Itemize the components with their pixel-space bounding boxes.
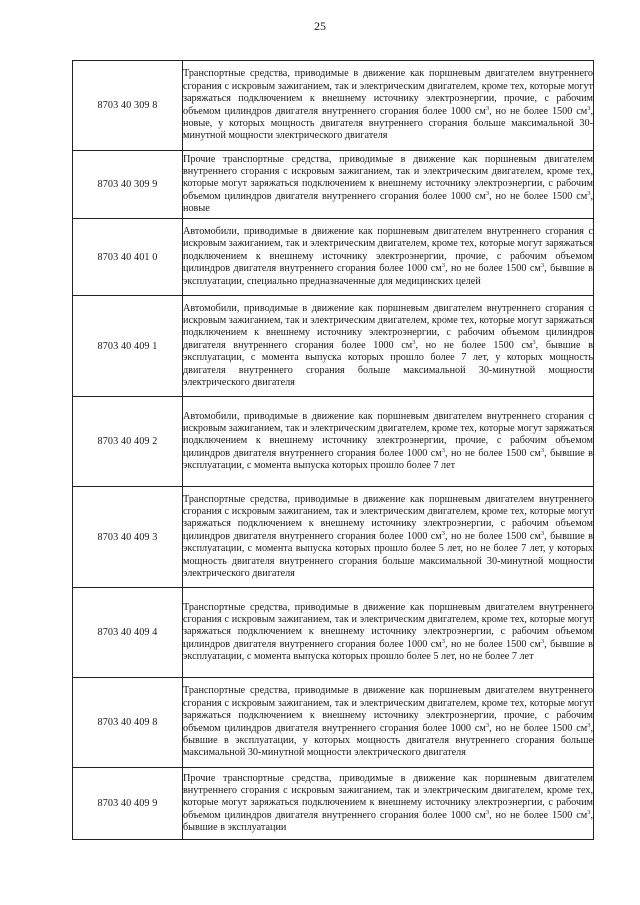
table-row [73,678,594,768]
tariff-code: 8703 40 401 0 [73,219,183,296]
table-row [73,61,594,151]
table-row [73,397,594,487]
code-description: Автомобили, приводимые в движение как поршневым двигателем внутреннего сгорания с искровым зажиганием, так и электрическим двигателем, кроме тех, которые могут заряжаться подключением к внешнему источнику электроэнергии, с рабочим объемом цилиндров двигателя внутреннего сгорания более 1000 $см^3$, но не более 1500 $см^3$, бывшие в эксплуатации, с момента выпуска которых прошло более 7 лет, у которых мощность двигателя внутреннего сгорания больше максимальной 30-минутной мощности электрического двигателя [183,296,594,397]
code-description: Прочие транспортные средства, приводимые в движение как поршневым двигателем внутреннего сгорания с искровым зажиганием, так и электрическим двигателем, кроме тех, которые могут заряжаться подключением к внешнему источнику электроэнергии, с рабочим объемом цилиндров двигателя внутреннего сгорания более 1000 $см^3$, но не более 1500 $см^3$, новые [183,151,594,219]
code-description: Транспортные средства, приводимые в движение как поршневым двигателем внутреннего сгорания с искровым зажиганием, так и электрическим двигателем, кроме тех, которые могут заряжаться подключением к внешнему источнику электроэнергии, прочие, с рабочим объемом цилиндров двигателя внутреннего сгорания более 1000 $см^3$, но не более 1500 $см^3$, бывшие в эксплуатации, у которых мощность двигателя внутреннего сгорания больше максимальной 30-минутной мощности электрического двигателя [183,678,594,768]
code-description: Прочие транспортные средства, приводимые в движение как поршневым двигателем внутреннего сгорания с искровым зажиганием, так и электрическим двигателем, кроме тех, которые могут заряжаться подключением к внешнему источнику электроэнергии, с рабочим объемом цилиндров двигателя внутреннего сгорания более 1000 $см^3$, но не более 1500 $см^3$, бывшие в эксплуатации [183,768,594,840]
tariff-code: 8703 40 409 4 [73,588,183,678]
code-description: Транспортные средства, приводимые в движение как поршневым двигателем внутреннего сгорания с искровым зажиганием, так и электрическим двигателем, кроме тех, которые могут заряжаться подключением к внешнему источнику электроэнергии, прочие, с рабочим объемом цилиндров двигателя внутреннего сгорания более 1000 $см^3$, но не более 1500 $см^3$, новые, у которых мощность двигателя внутреннего сгорания больше максимальной 30-минутной мощности электрического двигателя [183,61,594,151]
table-row [73,487,594,588]
tariff-code: 8703 40 409 8 [73,678,183,768]
tariff-code: 8703 40 409 9 [73,768,183,840]
table-row [73,219,594,296]
table-row [73,151,594,219]
tariff-code: 8703 40 309 9 [73,151,183,219]
table-row [73,296,594,397]
code-description: Транспортные средства, приводимые в движение как поршневым двигателем внутреннего сгорания с искровым зажиганием, так и электрическим двигателем, кроме тех, которые могут заряжаться подключением к внешнему источнику электроэнергии, с рабочим объемом цилиндров двигателя внутреннего сгорания более 1000 $см^3$, но не более 1500 $см^3$, бывшие в эксплуатации, с момента выпуска которых прошло более 5 лет, но не более 7 лет, у которых мощность двигателя внутреннего сгорания больше максимальной 30-минутной мощности электрического двигателя [183,487,594,588]
code-description: Транспортные средства, приводимые в движение как поршневым двигателем внутреннего сгорания с искровым зажиганием, так и электрическим двигателем, кроме тех, которые могут заряжаться подключением к внешнему источнику электроэнергии, с рабочим объемом цилиндров двигателя внутреннего сгорания более 1000 $см^3$, но не более 1500 $см^3$, бывшие в эксплуатации, с момента выпуска которых прошло более 5 лет, но не более 7 лет [183,588,594,678]
tariff-code: 8703 40 409 1 [73,296,183,397]
tariff-codes-table [72,60,594,840]
table-row [73,588,594,678]
page-number: 25 [314,19,326,33]
tariff-code: 8703 40 309 8 [73,61,183,151]
code-description: Автомобили, приводимые в движение как поршневым двигателем внутреннего сгорания с искровым зажиганием, так и электрическим двигателем, кроме тех, которые могут заряжаться подключением к внешнему источнику электроэнергии, прочие, с рабочим объемом цилиндров двигателя внутреннего сгорания более 1000 $см^3$, но не более 1500 $см^3$, бывшие в эксплуатации, специально предназначенные для медицинских целей [183,219,594,296]
code-description: Автомобили, приводимые в движение как поршневым двигателем внутреннего сгорания с искровым зажиганием, так и электрическим двигателем, кроме тех, которые могут заряжаться подключением к внешнему источнику электроэнергии, прочие, с рабочим объемом цилиндров двигателя внутреннего сгорания более 1000 $см^3$, но не более 1500 $см^3$, бывшие в эксплуатации, с момента выпуска которых прошло более 7 лет [183,397,594,487]
tariff-code: 8703 40 409 3 [73,487,183,588]
table-row [73,768,594,840]
tariff-code: 8703 40 409 2 [73,397,183,487]
